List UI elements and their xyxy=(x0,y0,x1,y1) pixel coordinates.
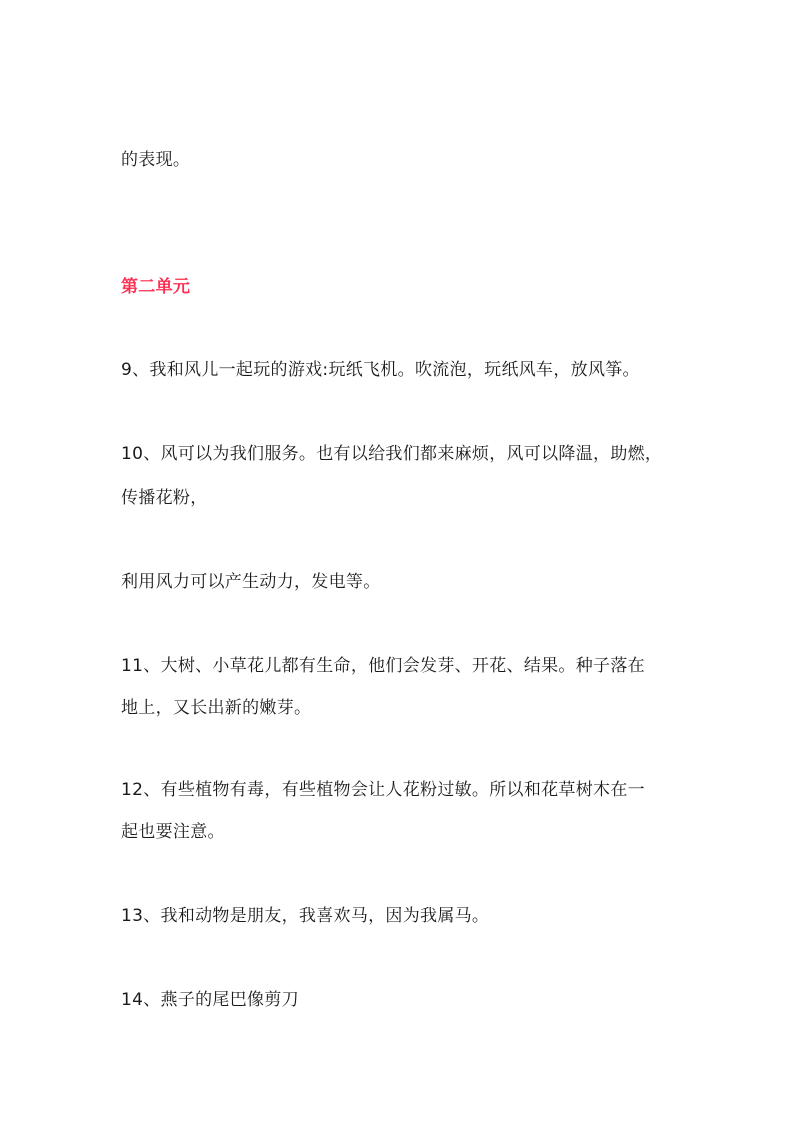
item-10-line-2: 传播花粉， xyxy=(121,488,208,508)
paragraph-wind-power: 利用风力可以产生动力，发电等。 xyxy=(121,572,381,592)
continuation-text: 的表现。 xyxy=(121,150,191,170)
item-11-line-1: 11、大树、小草花儿都有生命，他们会发芽、开花、结果。种子落在 xyxy=(121,656,645,676)
item-12-line-1: 12、有些植物有毒，有些植物会让人花粉过敏。所以和花草树木在一 xyxy=(121,780,645,800)
item-14: 14、燕子的尾巴像剪刀 xyxy=(121,990,299,1010)
section-heading: 第二单元 xyxy=(121,277,191,297)
item-9: 9、我和风儿一起玩的游戏:玩纸飞机。吹流泡，玩纸风车，放风筝。 xyxy=(121,360,640,380)
item-10-line-1: 10、风可以为我们服务。也有以给我们都来麻烦，风可以降温，助燃， xyxy=(121,444,663,464)
item-13: 13、我和动物是朋友，我喜欢马，因为我属马。 xyxy=(121,906,490,926)
item-12-line-2: 起也要注意。 xyxy=(121,822,225,842)
item-11-line-2: 地上，又长出新的嫩芽。 xyxy=(121,698,312,718)
